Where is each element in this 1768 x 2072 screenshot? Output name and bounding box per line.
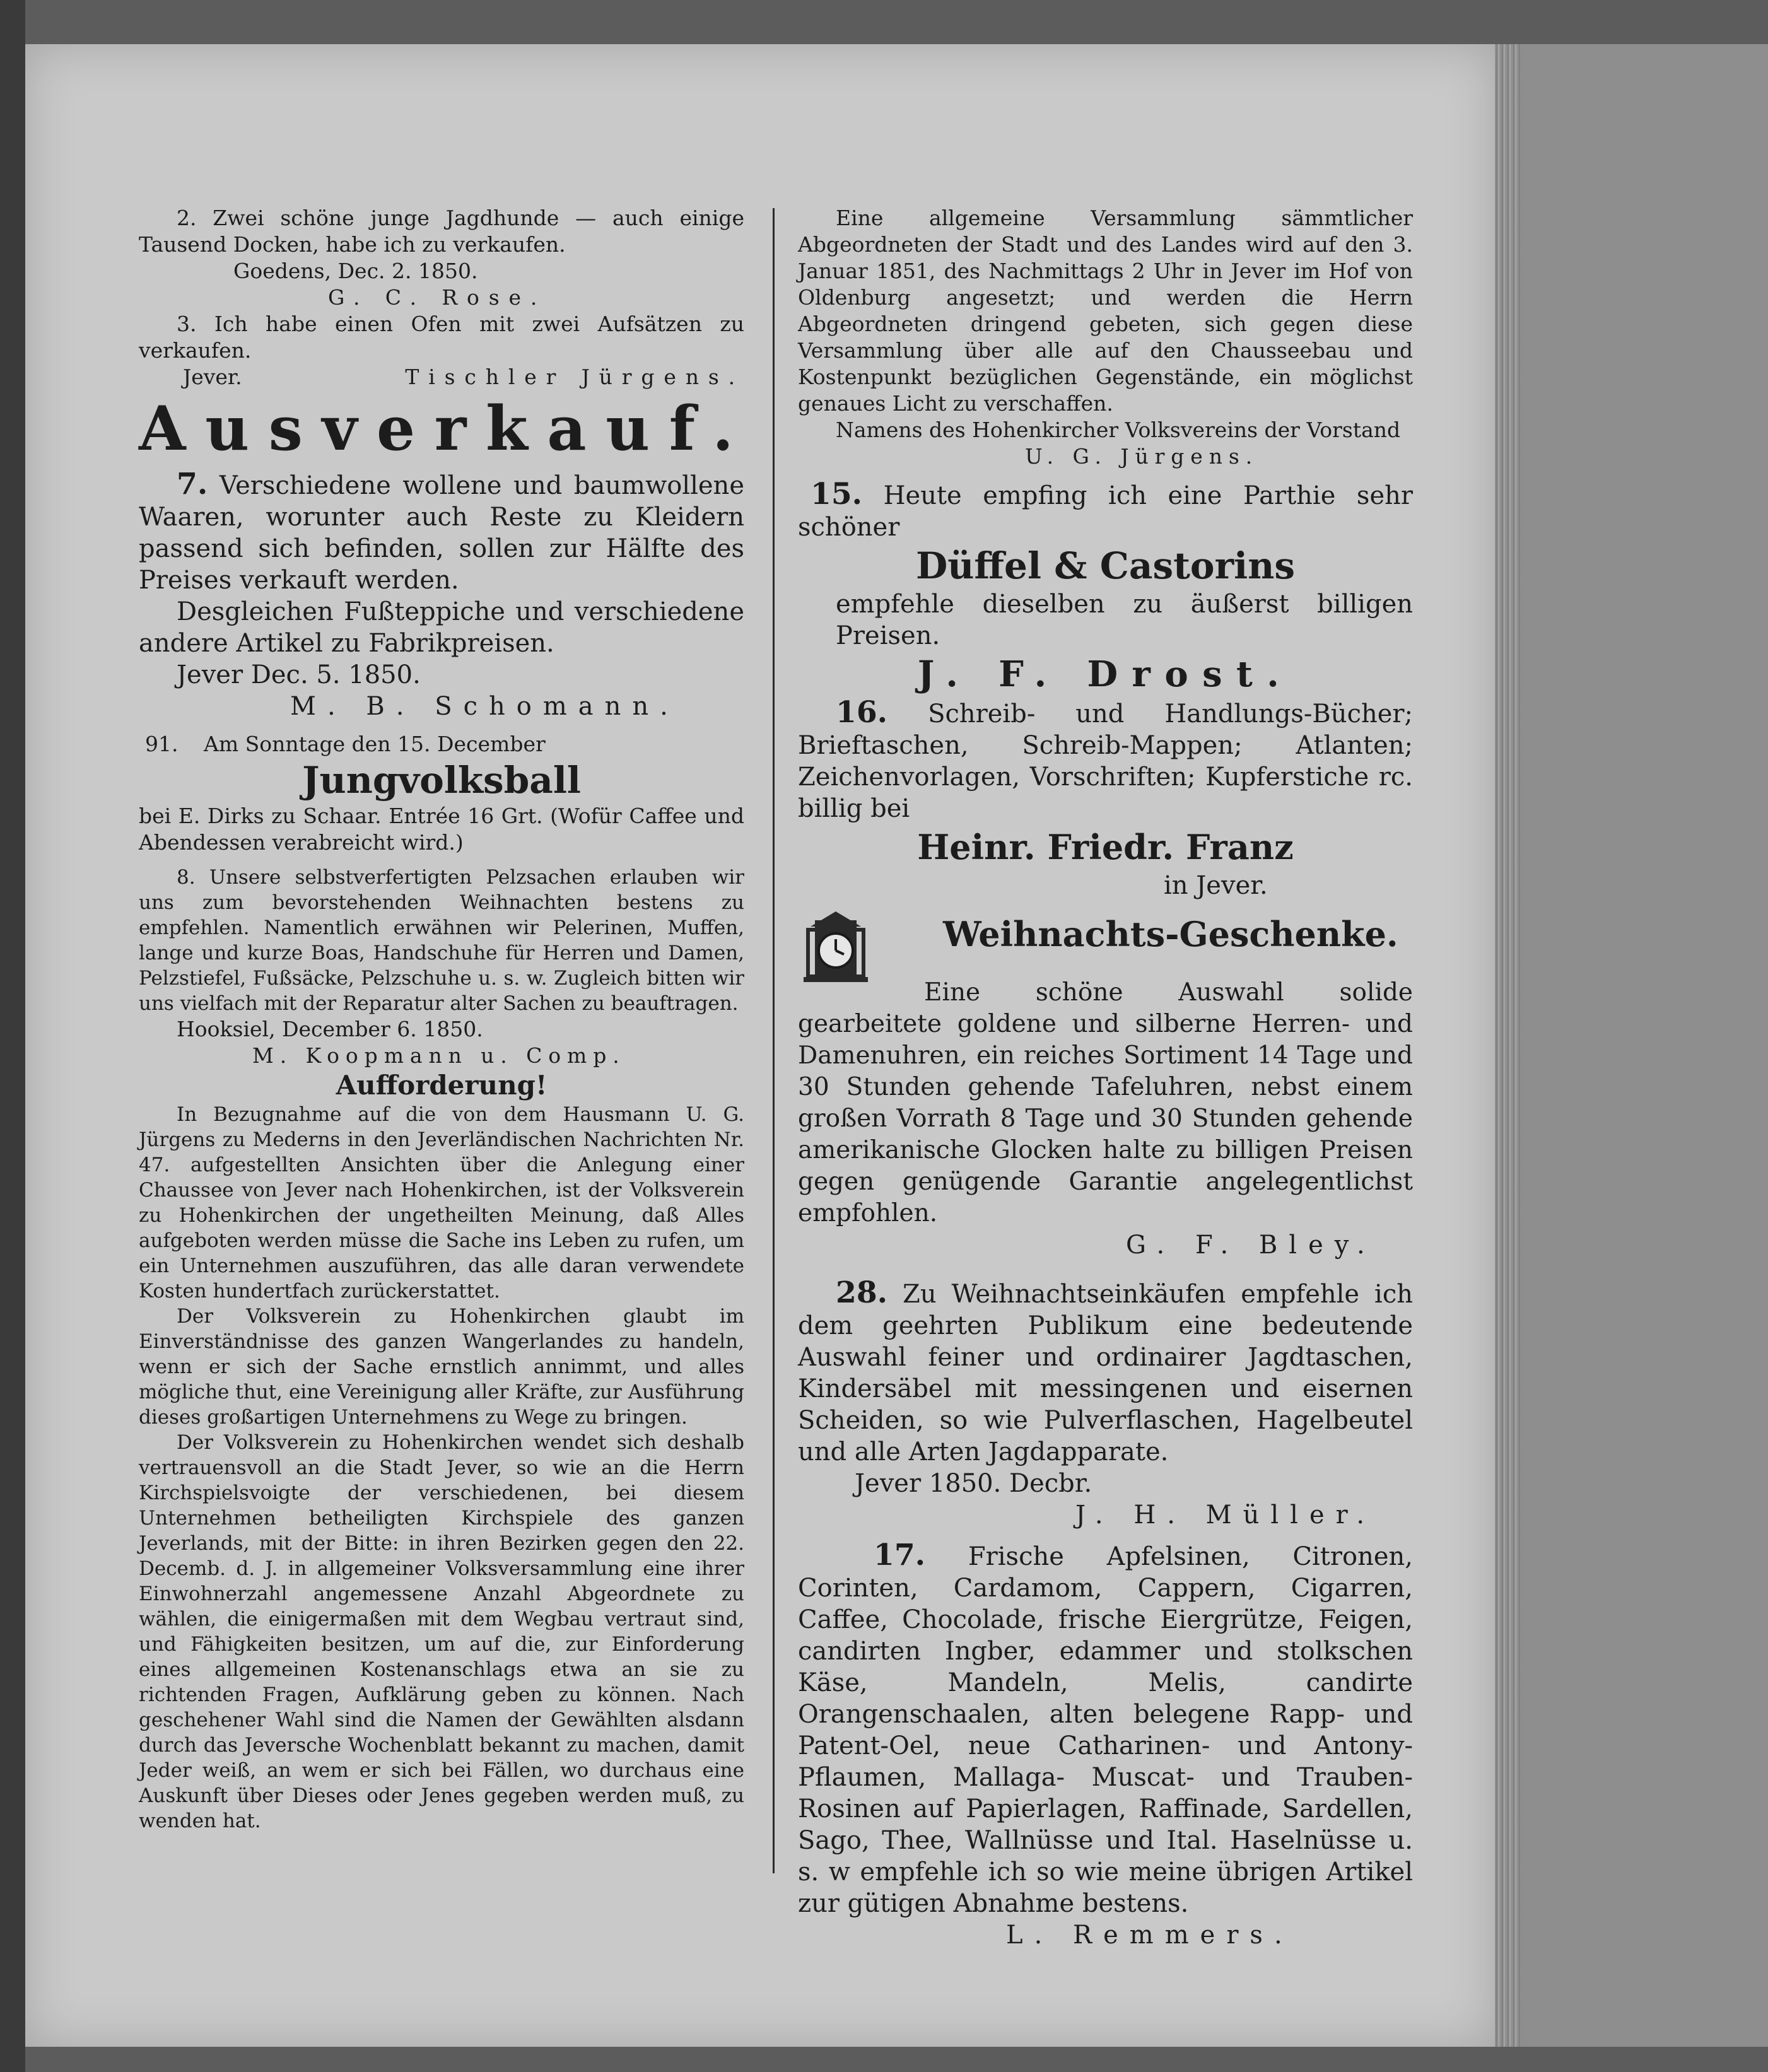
ad-17-number: 17. bbox=[874, 1538, 926, 1572]
ausverkauf-text: Verschiedene wollene und baumwollene Waaren, worunter auch Reste zu Kleidern passend sich befinden, sollen zur Hälfte des Preises verkauft werden. bbox=[139, 471, 744, 595]
ad-16 bbox=[798, 697, 1413, 901]
column-divider bbox=[773, 208, 775, 1873]
ausverkauf-text2: Desgleichen Fußteppiche und verschiedene andere Artikel zu Fabrikpreisen. bbox=[139, 597, 744, 658]
ad-91-heading: Jungvolksball bbox=[302, 759, 581, 802]
ad-28-signature: J. H. Müller. bbox=[1075, 1501, 1376, 1530]
aufforderung-paragraph-2: Der Volksverein zu Hohenkirchen glaubt im Einverständnisse des ganzen Wangerlandes zu handeln, wenn er sich der Sache ernstlich annimmt, und alles mögliche thut, eine Vereinigung aller Kräfte, zur Ausführung dieses großartigen Unternehmens zu Wege zu bringen. bbox=[139, 1305, 744, 1429]
aufforderung-heading: Aufforderung! bbox=[336, 1070, 547, 1101]
ad-91 bbox=[139, 731, 744, 856]
ad-15-number: 15. bbox=[811, 477, 863, 512]
ad-2-signature: G. C. Rose. bbox=[328, 285, 547, 310]
ad-17-signature: L. Remmers. bbox=[1006, 1921, 1294, 1950]
left-column bbox=[139, 205, 753, 1834]
ad-28 bbox=[798, 1277, 1413, 1531]
weihnachts-text: Eine schöne Auswahl solide gearbeitete goldene und silberne Herren- und Damenuhren, ein reiches Sortiment 14 Tage und 30 Stunden gehende Tafeluhren, nebst einem großen Vorrath 8 Tage und 30 Stunden gehende amerikanische Glocken halte zu billigen Preisen gegen genügende Garantie angelegentlichst empfohlen. bbox=[798, 978, 1413, 1227]
ausverkauf-ad bbox=[139, 393, 753, 722]
aufforderung-paragraph-3: Der Volksverein zu Hohenkirchen wendet sich deshalb vertrauensvoll an die Stadt Jever, so wie an die Herrn Kirchspielsvoigte der verschiedenen, bei diesem Unternehmen betheiligten Kirchspiele des ganzen Jeverlands, mit der Bitte: in ihren Bezirken gegen den 22. Decemb. d. J. in allgemeiner Volksversammlung eine ihrer Einwohnerzahl angemessene Anzahl Abgeordnete zu wählen, die einigermaßen mit dem Wegbau vertraut sind, und Fähigkeiten besitzen, um auf die, zur Einforderung eines allgemeinen Kostenanschlags etwa an sie zu richtenden Fragen, Aufklärung geben zu können. Nach geschehener Wahl sind die Namen der Gewählten alsdann durch das Jeversche Wochenblatt bekannt zu machen, damit Jeder weiß, an wem er sich bei Fällen, wo durchaus eine Auskunft über Dieses oder Jenes gegeben werden muß, zu wenden hat. bbox=[139, 1431, 744, 1832]
ad-91-number: 91. bbox=[145, 732, 179, 756]
ad-2-text: 2. Zwei schöne junge Jagdhunde — auch einige Tausend Docken, habe ich zu verkaufen. bbox=[139, 206, 744, 257]
versammlung-text: Eine allgemeine Versammlung sämmtlicher Abgeordneten der Stadt und des Landes wird auf den 3. Januar 1851, des Nachmittags 2 Uhr in Jever im Hof von Oldenburg angesetzt; und werden die Herrn Abgeordneten dringend gebeten, sich gegen diese Versammlung über alle auf den Chausseebau und Kostenpunkt bezüglichen Gegenstände, ein möglichst genaues Licht zu verschaffen. bbox=[798, 206, 1413, 416]
versammlung-notice bbox=[798, 205, 1413, 470]
ad-3 bbox=[139, 311, 744, 390]
aufforderung-ad bbox=[139, 1069, 744, 1834]
ad-28-text: Zu Weihnachtseinkäufen empfehle ich dem geehrten Publikum eine bedeutende Auswahl feiner und ordinairer Jagdtaschen, Kindersäbel mit messingenen und eisernen Scheiden, so wie Pulverflaschen, Hagelbeutel und alle Arten Jagdapparate. bbox=[798, 1280, 1413, 1466]
weihnachts-heading: Weihnachts-Geschenke. bbox=[943, 914, 1398, 954]
scan-left-edge bbox=[0, 0, 25, 2072]
ad-2-place-date: Goedens, Dec. 2. 1850. bbox=[233, 259, 478, 283]
versammlung-signed-by: Namens des Hohenkircher Volksvereins der Vorstand bbox=[836, 418, 1401, 442]
ad-17-text: Frische Apfelsinen, Citronen, Corinten, Cardamom, Cappern, Cigarren, Caffee, Chocolade, frische Eiergrütze, Feigen, candirten Ingber, edammer und stolkschen Käse, Mandeln, Melis, candirte Orangenschaalen, alten belegene Rapp- und Patent-Oel, neue Catharinen- und Antony-Pflaumen, Mallaga- Muscat- und Trauben-Rosinen auf Papierlagen, Raffinade, Sardellen, Sago, Thee, Wallnüsse und Ital. Haselnüsse u. s. w empfehle ich so wie meine übrigen Artikel zur gütigen Abnahme bestens. bbox=[798, 1542, 1413, 1918]
ad-15-heading: Düffel & Castorins bbox=[915, 544, 1296, 587]
ad-3-text: 3. Ich habe einen Ofen mit zwei Aufsätzen zu verkaufen. bbox=[139, 312, 744, 363]
ad-15 bbox=[798, 479, 1413, 697]
ausverkauf-signature: M. B. Schomann. bbox=[290, 692, 679, 721]
ad-3-signature: Tischler Jürgens. bbox=[405, 365, 744, 389]
mantel-clock-icon bbox=[801, 908, 870, 983]
ad-91-text: bei E. Dirks zu Schaar. Entrée 16 Grt. (Wofür Caffee und Abendessen verabreicht wird.) bbox=[139, 804, 744, 855]
book-page-edges bbox=[1495, 44, 1768, 2047]
versammlung-signature: U. G. Jürgens. bbox=[1025, 444, 1259, 469]
ad-15-signature: J. F. Drost. bbox=[917, 653, 1294, 695]
weihnachts-signature: G. F. Bley. bbox=[1126, 1231, 1376, 1260]
ausverkauf-number: 7. bbox=[177, 467, 208, 501]
ad-3-place: Jever. bbox=[183, 365, 242, 389]
weihnachts-ad bbox=[798, 901, 1413, 1261]
ausverkauf-heading: Ausverkauf. bbox=[139, 393, 753, 464]
ad-8-place-date: Hooksiel, December 6. 1850. bbox=[177, 1017, 483, 1041]
ad-17 bbox=[798, 1540, 1413, 1951]
ad-91-intro: Am Sonntage den 15. December bbox=[203, 732, 546, 756]
ad-16-place: in Jever. bbox=[1164, 871, 1268, 900]
ad-16-signature: Heinr. Friedr. Franz bbox=[917, 827, 1294, 867]
ad-28-place-date: Jever 1850. Decbr. bbox=[855, 1469, 1092, 1498]
ad-8-signature: M. Koopmann u. Comp. bbox=[252, 1043, 626, 1068]
ad-16-number: 16. bbox=[836, 695, 888, 730]
ad-15-text: Heute empfing ich eine Parthie sehr schöner bbox=[798, 481, 1413, 542]
ausverkauf-place-date: Jever Dec. 5. 1850. bbox=[177, 660, 421, 689]
ad-2 bbox=[139, 205, 744, 311]
ad-28-number: 28. bbox=[836, 1275, 888, 1310]
ad-16-text: Schreib- und Handlungs-Bücher; Brieftaschen, Schreib-Mappen; Atlanten; Zeichenvorlagen, Vorschriften; Kupferstiche rc. billig bei bbox=[798, 699, 1414, 823]
newspaper-page bbox=[25, 44, 1495, 2047]
ad-8-text: 8. Unsere selbstverfertigten Pelzsachen erlauben wir uns zum bevorstehenden Weihnachten bestens zu empfehlen. Namentlich erwähnen wir Pelerinen, Muffen, lange und kurze Boas, Handschuhe für Herren und Damen, Pelzstiefel, Fußsäcke, Pelzschuhe u. s. w. Zugleich bitten wir uns vielfach mit der Reparatur alter Sachen zu beauftragen. bbox=[139, 866, 744, 1015]
right-column bbox=[798, 205, 1413, 1951]
aufforderung-paragraph-1: In Bezugnahme auf die von dem Hausmann U. G. Jürgens zu Mederns in den Jeverländischen Nachrichten Nr. 47. aufgestellten Ansichten über die Anlegung einer Chaussee von Jever nach Hohenkirchen, ist der Volksverein zu Hohenkirchen der ungetheilten Meinung, daß Alles aufgeboten werden müsse die Sache ins Leben zu rufen, um ein Unternehmen auszuführen, das alle daran verwendete Kosten hundertfach zurückerstattet. bbox=[139, 1103, 744, 1302]
ad-8 bbox=[139, 865, 744, 1069]
ad-15-text2: empfehle dieselben zu äußerst billigen Preisen. bbox=[836, 590, 1413, 650]
